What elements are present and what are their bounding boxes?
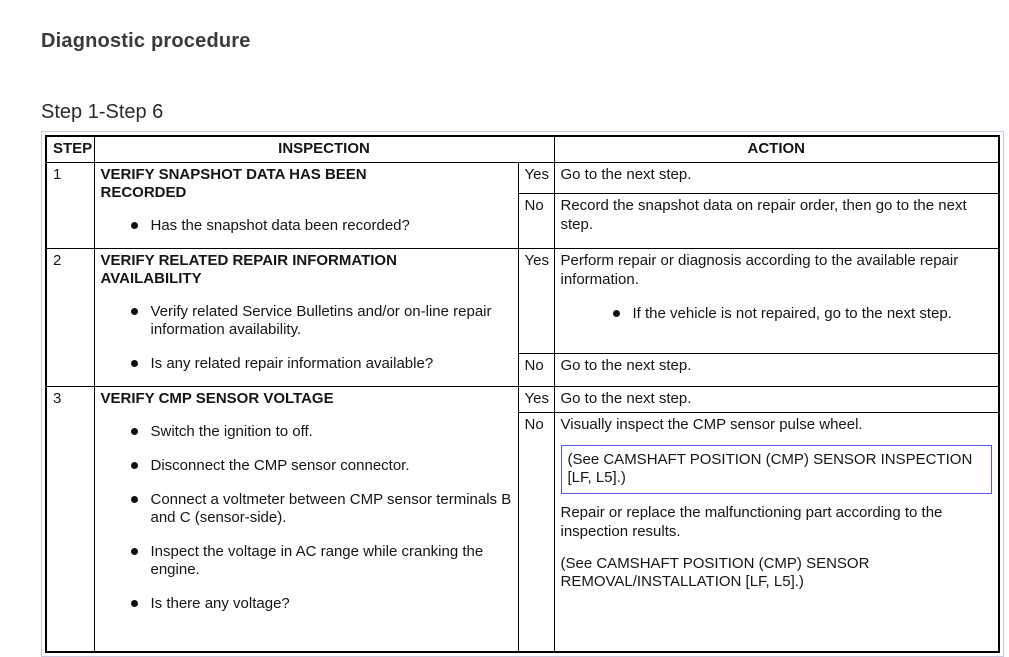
action-text: Perform repair or diagnosis according to the available repair information. bbox=[560, 251, 959, 288]
result-yes-label: Yes bbox=[518, 386, 554, 412]
bullet-text: Switch the ignition to off. bbox=[150, 422, 313, 440]
step-2-row-group bbox=[46, 248, 999, 386]
bullet-text: Inspect the voltage in AC range while cranking the engine. bbox=[150, 542, 484, 578]
bullet-item bbox=[131, 355, 512, 373]
bullet-icon bbox=[131, 428, 138, 435]
action-text: Go to the next step. bbox=[560, 389, 692, 407]
bullet-icon bbox=[613, 310, 620, 317]
cross-reference-link[interactable]: (See CAMSHAFT POSITION (CMP) SENSOR REMOVAL/INSTALLATION [LF, L5].) bbox=[560, 554, 870, 591]
document-page bbox=[41, 0, 1004, 657]
bullet-text: Is there any voltage? bbox=[150, 594, 290, 612]
bullet-text: Is any related repair information available? bbox=[150, 354, 434, 372]
section-heading: Step 1-Step 6 bbox=[41, 101, 164, 123]
inspection-bullet-list bbox=[131, 217, 512, 235]
bullet-icon bbox=[131, 600, 138, 607]
action-text: Record the snapshot data on repair order, then go to the next step. bbox=[560, 196, 967, 233]
column-header-action: ACTION bbox=[554, 136, 999, 162]
bullet-text: Has the snapshot data been recorded? bbox=[150, 216, 410, 234]
step-3-row-group bbox=[46, 386, 999, 652]
step-number: 1 bbox=[46, 162, 94, 248]
action-cell bbox=[554, 248, 999, 353]
bullet-item bbox=[131, 217, 512, 235]
bullet-item bbox=[131, 595, 512, 613]
action-text: Visually inspect the CMP sensor pulse wheel. bbox=[560, 415, 863, 433]
result-no-label: No bbox=[518, 412, 554, 652]
cross-reference-link-box[interactable]: (See CAMSHAFT POSITION (CMP) SENSOR INSPECTION [LF, L5].) bbox=[561, 445, 993, 495]
action-cell bbox=[554, 386, 999, 412]
table-row bbox=[46, 248, 999, 353]
inspection-title: VERIFY RELATED REPAIR INFORMATION AVAILABILITY bbox=[100, 251, 397, 287]
action-cell bbox=[554, 162, 999, 193]
result-no-label: No bbox=[518, 193, 554, 248]
inspection-bullet-list bbox=[131, 423, 512, 613]
bullet-item bbox=[131, 303, 512, 339]
action-cell bbox=[554, 412, 999, 652]
procedure-table-frame bbox=[41, 131, 1004, 657]
bullet-icon bbox=[131, 222, 138, 229]
bullet-icon bbox=[131, 496, 138, 503]
bullet-text: Disconnect the CMP sensor connector. bbox=[150, 456, 410, 474]
bullet-icon bbox=[131, 360, 138, 367]
page-title: Diagnostic procedure bbox=[41, 30, 251, 52]
result-yes-label: Yes bbox=[518, 162, 554, 193]
bullet-icon bbox=[131, 462, 138, 469]
bullet-text: Connect a voltmeter between CMP sensor terminals B and C (sensor-side). bbox=[150, 490, 512, 526]
bullet-item bbox=[131, 423, 512, 441]
bullet-item bbox=[131, 491, 512, 527]
bullet-icon bbox=[131, 308, 138, 315]
step-1-row-group bbox=[46, 162, 999, 248]
action-text: Go to the next step. bbox=[560, 356, 692, 374]
step-number: 3 bbox=[46, 386, 94, 652]
bullet-text: Verify related Service Bulletins and/or on-line repair information availability. bbox=[150, 302, 492, 338]
inspection-title: VERIFY CMP SENSOR VOLTAGE bbox=[100, 389, 334, 407]
inspection-title: VERIFY SNAPSHOT DATA HAS BEEN RECORDED bbox=[100, 165, 367, 201]
table-row bbox=[46, 162, 999, 193]
column-header-step: STEP bbox=[46, 136, 94, 162]
bullet-item bbox=[131, 543, 512, 579]
bullet-icon bbox=[131, 548, 138, 555]
action-text: Go to the next step. bbox=[560, 165, 692, 183]
action-text: Repair or replace the malfunctioning part according to the inspection results. bbox=[560, 504, 943, 540]
result-no-label: No bbox=[518, 353, 554, 386]
table-row bbox=[46, 386, 999, 412]
bullet-item bbox=[131, 457, 512, 475]
bullet-text: If the vehicle is not repaired, go to the next step. bbox=[632, 305, 952, 323]
action-cell bbox=[554, 353, 999, 386]
result-yes-label: Yes bbox=[518, 248, 554, 353]
inspection-cell bbox=[94, 162, 518, 248]
column-header-inspection: INSPECTION bbox=[94, 136, 554, 162]
step-number: 2 bbox=[46, 248, 94, 386]
inspection-cell bbox=[94, 248, 518, 386]
bullet-item bbox=[613, 305, 987, 323]
inspection-bullet-list bbox=[131, 303, 512, 373]
table-header-row bbox=[46, 136, 999, 162]
action-cell bbox=[554, 193, 999, 248]
inspection-cell bbox=[94, 386, 518, 652]
diagnostic-procedure-table bbox=[45, 135, 1000, 653]
